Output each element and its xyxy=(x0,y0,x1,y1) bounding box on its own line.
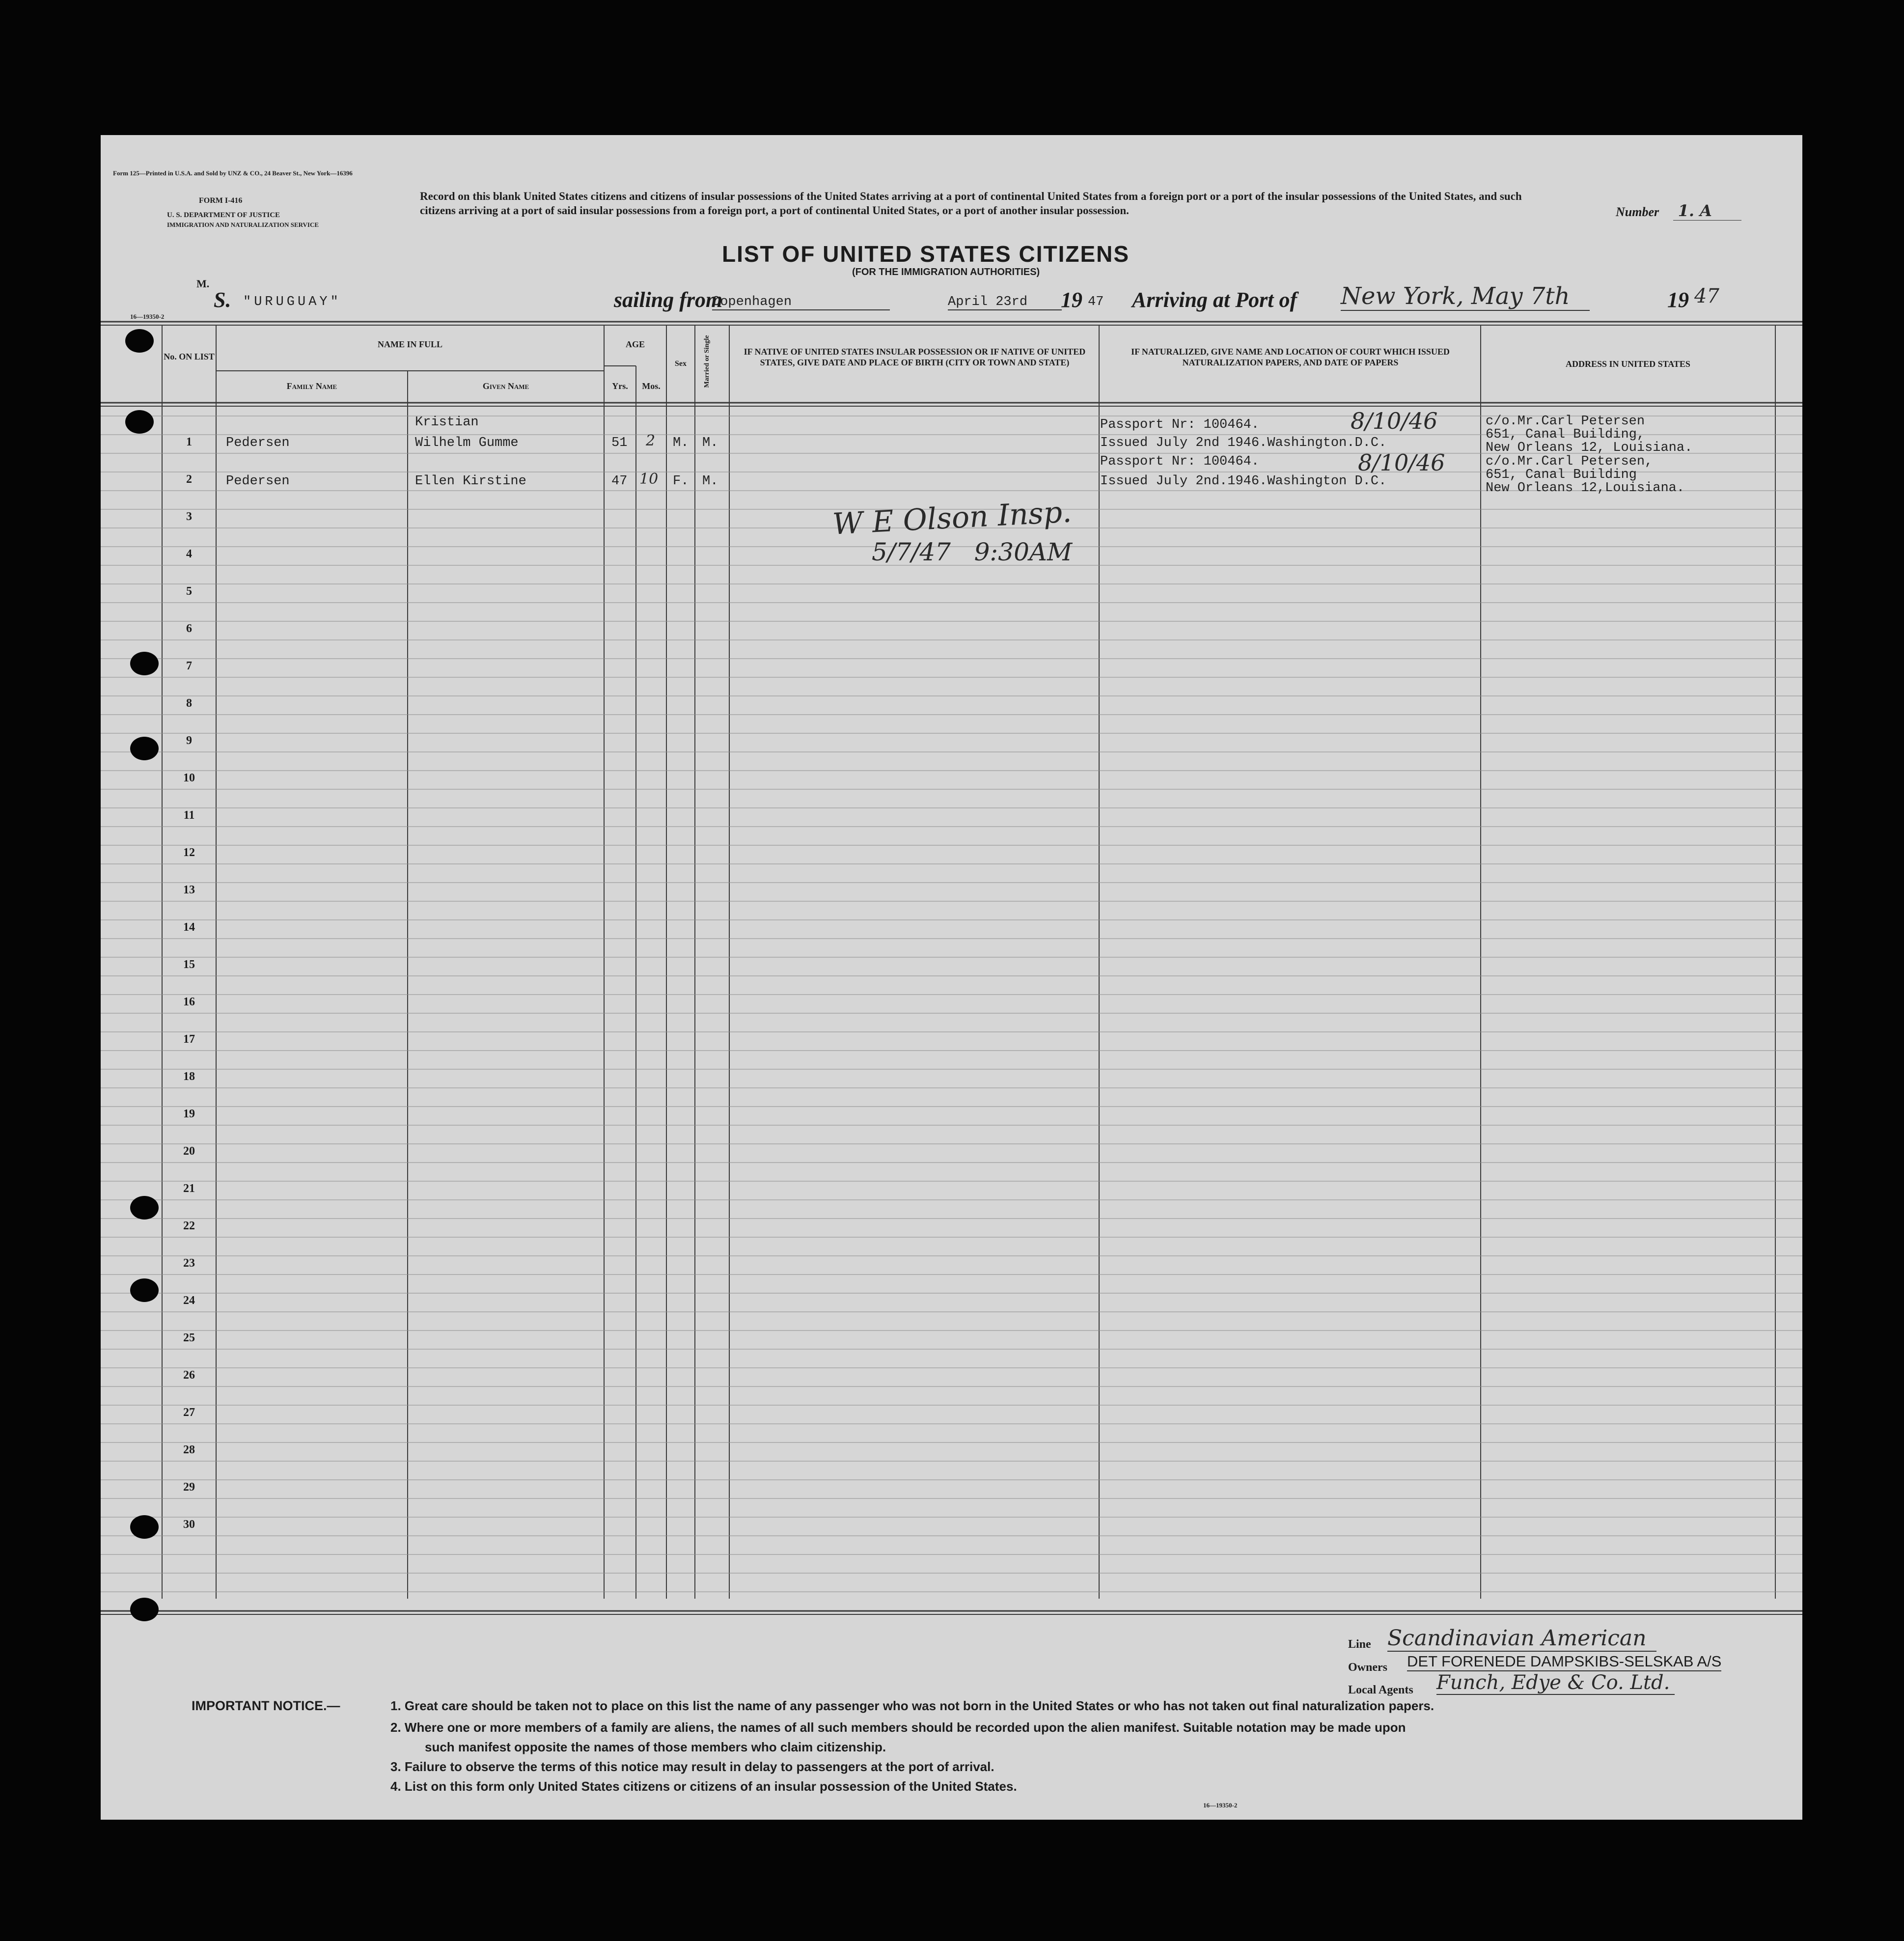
row-number: 5 xyxy=(186,585,192,598)
inspector-stamp-date: 5/7/47 9:30AM xyxy=(872,538,1073,566)
sailing-from-label: sailing from xyxy=(614,288,723,312)
punch-hole xyxy=(130,737,159,760)
row-number: 25 xyxy=(183,1331,195,1344)
row-number: 3 xyxy=(186,510,192,523)
side-code: 16—19350-2 xyxy=(130,313,165,320)
header-years: Yrs. xyxy=(612,381,628,391)
header-sex: Sex xyxy=(675,360,687,368)
header-address: ADDRESS IN UNITED STATES xyxy=(1566,359,1690,369)
row-number: 6 xyxy=(186,622,192,635)
line-label: Line xyxy=(1348,1638,1371,1651)
sailing-date: April 23rd xyxy=(948,295,1062,310)
row-number: 11 xyxy=(183,809,195,822)
owners-label: Owners xyxy=(1348,1661,1387,1674)
bottom-form-code: 16—19350-2 xyxy=(1203,1802,1238,1809)
passenger-1-family-name: Pedersen xyxy=(226,436,290,450)
header-family-name: Family Name xyxy=(286,381,337,391)
ship-name: "URUGUAY" xyxy=(243,295,341,309)
printer-line: Form 125—Printed in U.S.A. and Sold by UNZ & CO., 24 Beaver St., New York—16396 xyxy=(113,169,353,177)
punch-hole xyxy=(130,1278,159,1302)
ship-label: S. xyxy=(214,288,231,312)
record-instruction: Record on this blank United States citizens and citizens of insular possessions of the United States arriving at a port of continental United States from a foreign port or a port of the insular possessions of the United States, and such citizens arriving at a port of said insular possessions from a foreign port, a port of continental United States, or a port of another insular possession. xyxy=(420,190,1522,217)
arriving-label: Arriving at Port of xyxy=(1132,288,1297,312)
row-number: 18 xyxy=(183,1070,195,1083)
passenger-2-address-line2: 651, Canal Building xyxy=(1486,468,1637,482)
passenger-1-address-line2: 651, Canal Building, xyxy=(1486,427,1645,442)
header-age: AGE xyxy=(625,339,645,349)
header-name-in-full: NAME IN FULL xyxy=(377,339,442,349)
row-number: 28 xyxy=(183,1443,195,1456)
header-months: Mos. xyxy=(642,381,661,391)
passenger-1-sex: M. xyxy=(673,436,689,450)
passenger-2-passport: Passport Nr: 100464. xyxy=(1100,454,1260,469)
punch-hole xyxy=(125,329,154,353)
passenger-1-passport: Passport Nr: 100464. xyxy=(1100,417,1260,432)
passenger-2-age-months: 10 xyxy=(639,471,659,488)
passenger-2-family-name: Pedersen xyxy=(226,474,290,489)
passenger-2-passport-issued: Issued July 2nd.1946.Washington D.C. xyxy=(1100,474,1387,489)
row-number: 1 xyxy=(186,436,192,448)
passenger-1-marital: M. xyxy=(702,436,718,450)
row-number: 4 xyxy=(186,548,192,560)
number-value: 1. A xyxy=(1673,201,1741,221)
row-number: 24 xyxy=(183,1294,195,1307)
number-label: Number xyxy=(1616,205,1659,219)
agents-label: Local Agents xyxy=(1348,1684,1413,1696)
passenger-1-address-line1: c/o.Mr.Carl Petersen xyxy=(1486,414,1645,429)
header-married-single: Married or Single xyxy=(703,335,711,388)
notice-item-4: 4. List on this form only United States citizens or citizens of an insular possession of the United States. xyxy=(390,1779,1017,1794)
row-number: 12 xyxy=(183,846,195,859)
passenger-1-passport-issued: Issued July 2nd 1946.Washington.D.C. xyxy=(1100,436,1387,450)
passenger-2-sex: F. xyxy=(673,474,689,489)
line-value: Scandinavian American xyxy=(1387,1626,1656,1652)
list-number xyxy=(1616,201,1741,220)
row-number: 8 xyxy=(186,697,192,710)
passenger-2-handwritten-date: 8/10/46 xyxy=(1358,449,1445,476)
row-number: 10 xyxy=(183,772,195,784)
arrival-year-prefix: 19 xyxy=(1667,288,1689,312)
row-number: 26 xyxy=(183,1369,195,1382)
passenger-1-address-line3: New Orleans 12, Louisiana. xyxy=(1486,441,1693,455)
row-number: 17 xyxy=(183,1033,195,1046)
row-number: 14 xyxy=(183,921,195,934)
row-number: 9 xyxy=(186,734,192,747)
passenger-2-given-name: Ellen Kirstine xyxy=(415,474,526,489)
row-number: 30 xyxy=(183,1518,195,1531)
row-number: 22 xyxy=(183,1220,195,1232)
service-name: IMMIGRATION AND NATURALIZATION SERVICE xyxy=(167,221,319,228)
notice-item-2: 2. Where one or more members of a family are aliens, the names of all such members should be recorded upon the alien manifest. Suitable notation may be made upon xyxy=(390,1720,1406,1735)
row-number: 13 xyxy=(183,884,195,896)
arrival-port: New York, May 7th xyxy=(1341,282,1590,311)
row-number: 15 xyxy=(183,958,195,971)
arrival-year: 47 xyxy=(1694,285,1719,307)
row-number: 23 xyxy=(183,1257,195,1270)
passenger-1-given-line1: Kristian xyxy=(415,415,479,430)
punch-hole xyxy=(130,1196,159,1220)
form-number: FORM I-416 xyxy=(199,196,243,205)
punch-hole xyxy=(125,410,154,434)
row-number: 7 xyxy=(186,660,192,672)
row-number: 16 xyxy=(183,996,195,1008)
passenger-1-age-years: 51 xyxy=(611,436,628,450)
sailing-year: 47 xyxy=(1088,295,1104,309)
passenger-2-marital: M. xyxy=(702,474,718,489)
passenger-1-handwritten-date: 8/10/46 xyxy=(1351,408,1438,434)
owners-value: DET FORENEDE DAMPSKIBS-SELSKAB A/S xyxy=(1407,1653,1721,1671)
header-native-birth: IF NATIVE OF UNITED STATES INSULAR POSSESSION OR IF NATIVE OF UNITED STATES, GIVE DATE AND PLACE OF BIRTH (CITY OR TOWN AND STATE) xyxy=(744,347,1086,367)
notice-item-2-cont: such manifest opposite the names of those members who claim citizenship. xyxy=(425,1740,886,1754)
departure-port: Copenhagen xyxy=(712,295,890,310)
document-sheet xyxy=(101,135,1802,1820)
passenger-1-given-line2: Wilhelm Gumme xyxy=(415,436,519,450)
passenger-2-address-line3: New Orleans 12,Louisiana. xyxy=(1486,481,1685,496)
row-number: 20 xyxy=(183,1145,195,1158)
row-number: 19 xyxy=(183,1108,195,1120)
notice-heading: IMPORTANT NOTICE.— xyxy=(192,1698,340,1713)
header-no-on-list: No. ON LIST xyxy=(164,352,215,361)
list-subtitle: (FOR THE IMMIGRATION AUTHORITIES) xyxy=(852,267,1040,277)
header-naturalized: IF NATURALIZED, GIVE NAME AND LOCATION OF COURT WHICH ISSUED NATURALIZATION PAPERS, AND DATE OF PAPERS xyxy=(1131,347,1450,367)
sailing-year-prefix: 19 xyxy=(1061,288,1082,312)
passenger-1-age-months: 2 xyxy=(646,432,656,449)
notice-item-1: 1. Great care should be taken not to place on this list the name of any passenger who was not born in the United States or who has not taken out final naturalization papers. xyxy=(390,1698,1435,1713)
row-number: 21 xyxy=(183,1182,195,1195)
notice-item-3: 3. Failure to observe the terms of this notice may result in delay to passengers at the port of arrival. xyxy=(390,1759,994,1774)
punch-hole xyxy=(130,1515,159,1539)
row-number: 29 xyxy=(183,1481,195,1494)
agents-value: Funch, Edye & Co. Ltd. xyxy=(1436,1671,1675,1695)
punch-hole xyxy=(130,1598,159,1621)
row-number: 2 xyxy=(186,473,192,486)
row-number: 27 xyxy=(183,1406,195,1419)
passenger-2-address-line1: c/o.Mr.Carl Petersen, xyxy=(1486,454,1653,469)
list-title: LIST OF UNITED STATES CITIZENS xyxy=(722,241,1130,267)
punch-hole xyxy=(130,652,159,675)
header-given-name: Given Name xyxy=(482,381,529,391)
inspector-signature: W E Olson Insp. xyxy=(831,495,1073,542)
department-name: U. S. DEPARTMENT OF JUSTICE xyxy=(167,211,280,219)
passenger-2-age-years: 47 xyxy=(611,474,628,489)
ship-prefix: M. xyxy=(196,277,210,290)
